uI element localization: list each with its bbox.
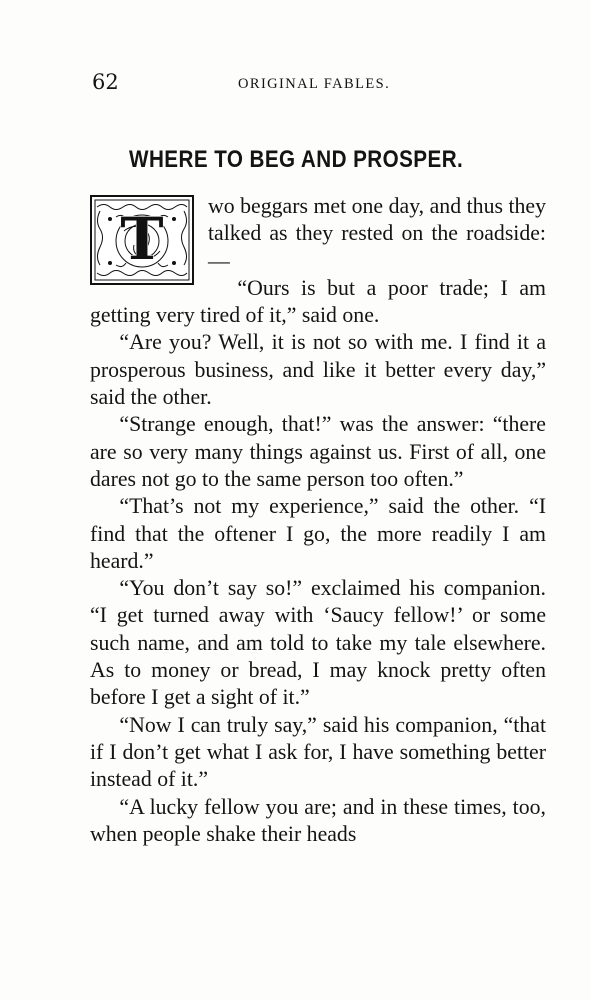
page-number: 62 xyxy=(92,70,119,94)
running-title: ORIGINAL FABLES. xyxy=(238,76,391,92)
paragraph-8: “A lucky fellow you are; and in these times, too, when people shake their heads xyxy=(90,794,546,846)
paragraph-6: “You don’t say so!” exclaimed his companion. “I get turned away with ‘Saucy fellow!’ or some such name, and am told to take my tale elsewhere. As to money or bread, I may knock pretty often before I get a sight of it.” xyxy=(90,576,546,710)
running-head xyxy=(0,70,591,100)
body-text xyxy=(90,193,546,848)
paragraph-3: “Are you? Well, it is not so with me. I find it a prosperous business, and like it better every day,” said the other. xyxy=(90,330,546,410)
chapter-title: WHERE TO BEG AND PROSPER. xyxy=(129,146,464,173)
drop-cap-ornament xyxy=(90,195,194,285)
paragraph-1: wo beggars met one day, and thus they talked as they rested on the roadside:— xyxy=(208,194,546,273)
paragraph-7: “Now I can truly say,” said his companion, “that if I don’t get what I ask for, I have something better instead of it.” xyxy=(90,712,546,792)
paragraph-5: “That’s not my experience,” said the other. “I find that the oftener I go, the more readily I am heard.” xyxy=(90,494,546,573)
paragraph-4: “Strange enough, that!” was the answer: “there are so very many things against us. First of all, one dares not go to the same person too often.” xyxy=(90,412,546,491)
paragraph-2: “Ours is but a poor trade; I am getting very tired of it,” said one. xyxy=(90,275,546,328)
drop-cap-letter: T xyxy=(120,205,164,273)
